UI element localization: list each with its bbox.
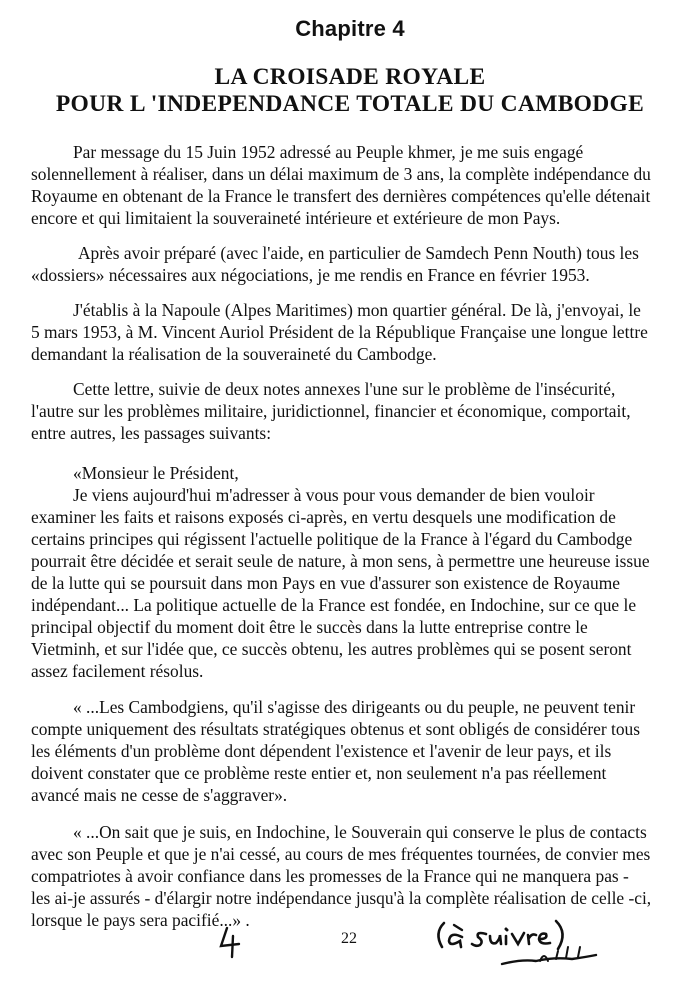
text-line: compte uniquement des résultats stratégiques obtenus et sont obligés de considérer tous bbox=[31, 719, 641, 739]
text-line: «dossiers» nécessaires aux négociations, je me rendis en France en février 1953. bbox=[31, 265, 590, 285]
text-line: avancé mais ne cesse de s'aggraver». bbox=[31, 785, 288, 805]
text-line: certains principes qui régissent l'actuelle politique de la France à l'égard du Cambodge bbox=[31, 529, 633, 549]
text-line: de la lutte qui se poursuit dans mon Pays en vue d'assurer son existence de Royaume bbox=[31, 573, 620, 593]
text-line: 5 mars 1953, à M. Vincent Auriol Président de la République Française une longue lettre bbox=[31, 322, 648, 342]
text-line: Par message du 15 Juin 1952 adressé au Peuple khmer, je me suis engagé bbox=[73, 142, 584, 162]
text-line: l'autre sur les problèmes militaire, juridictionnel, financier et économique, comportait, bbox=[31, 401, 631, 421]
title-line-1: LA CROISADE ROYALE bbox=[214, 64, 486, 90]
page-number: 22 bbox=[341, 930, 357, 947]
text-line: doivent constater que ce problème reste entier et, non seulement n'a pas réellement bbox=[31, 763, 607, 783]
title-line-2: POUR L 'INDEPENDANCE TOTALE DU CAMBODGE bbox=[55, 91, 645, 117]
text-line: Cette lettre, suivie de deux notes annexes l'une sur le problème de l'insécurité, bbox=[73, 379, 616, 399]
text-line: compatriotes à avoir confiance dans les promesses de la France qui ne manquera pas - bbox=[31, 866, 629, 886]
text-line: solennellement à réaliser, dans un délai maximum de 3 ans, la complète indépendance du bbox=[31, 164, 651, 184]
handwritten-note bbox=[432, 917, 600, 975]
text-line: Je viens aujourd'hui m'adresser à vous pour vous demander de bien vouloir bbox=[73, 485, 595, 505]
chapter-heading: Chapitre 4 bbox=[295, 16, 405, 41]
text-line: lorsque le pays sera pacifié...» . bbox=[31, 910, 250, 930]
text-line: « ...On sait que je suis, en Indochine, le Souverain qui conserve le plus de contacts bbox=[73, 822, 647, 842]
text-line: principal objectif du moment doit être le succès dans la lutte entreprise contre le bbox=[31, 617, 588, 637]
text-line: J'établis à la Napoule (Alpes Maritimes) mon quartier général. De là, j'envoyai, le bbox=[73, 300, 641, 320]
handwritten-mark bbox=[213, 924, 245, 960]
text-line: demandant la réalisation de la souveraineté du Cambodge. bbox=[31, 344, 437, 364]
text-line: entre autres, les passages suivants: bbox=[31, 423, 272, 443]
text-line: Après avoir préparé (avec l'aide, en particulier de Samdech Penn Nouth) tous les bbox=[78, 243, 639, 263]
text-line: «Monsieur le Président, bbox=[73, 463, 239, 483]
text-line: avec son Peuple et que je n'ai cessé, au cours de mes fréquentes tournées, de convier mes bbox=[31, 844, 651, 864]
text-line: pourrait être décidée et serait seule de nature, à mon sens, à permettre une heureuse issue bbox=[31, 551, 650, 571]
text-line: Royaume en obtenant de la France le transfert des dernières compétences qu'elle détenait bbox=[31, 186, 651, 206]
text-line: « ...Les Cambodgiens, qu'il s'agisse des dirigeants ou du peuple, ne peuvent tenir bbox=[73, 697, 636, 717]
text-line: examiner les faits et raisons exposés ci-après, en vertu desquels une modification de bbox=[31, 507, 616, 527]
text-line: encore et qui limitaient la souveraineté intérieure et extérieure de mon Pays. bbox=[31, 208, 561, 228]
text-line: les ai-je assurés - d'élargir notre indépendance jusqu'à la complète réalisation de celle -ci, bbox=[31, 888, 652, 908]
text-line: assez facilement résolus. bbox=[31, 661, 204, 681]
text-line: indépendant... La politique actuelle de la France est fondée, en Indochine, sur ce que le bbox=[31, 595, 637, 615]
text-line: les éléments d'un problème dont dépendent l'existence et l'avenir de leur pays, et ils bbox=[31, 741, 612, 761]
text-line: Vietminh, et sur l'idée que, ce succès obtenu, les autres problèmes qui se posent seront bbox=[31, 639, 632, 659]
